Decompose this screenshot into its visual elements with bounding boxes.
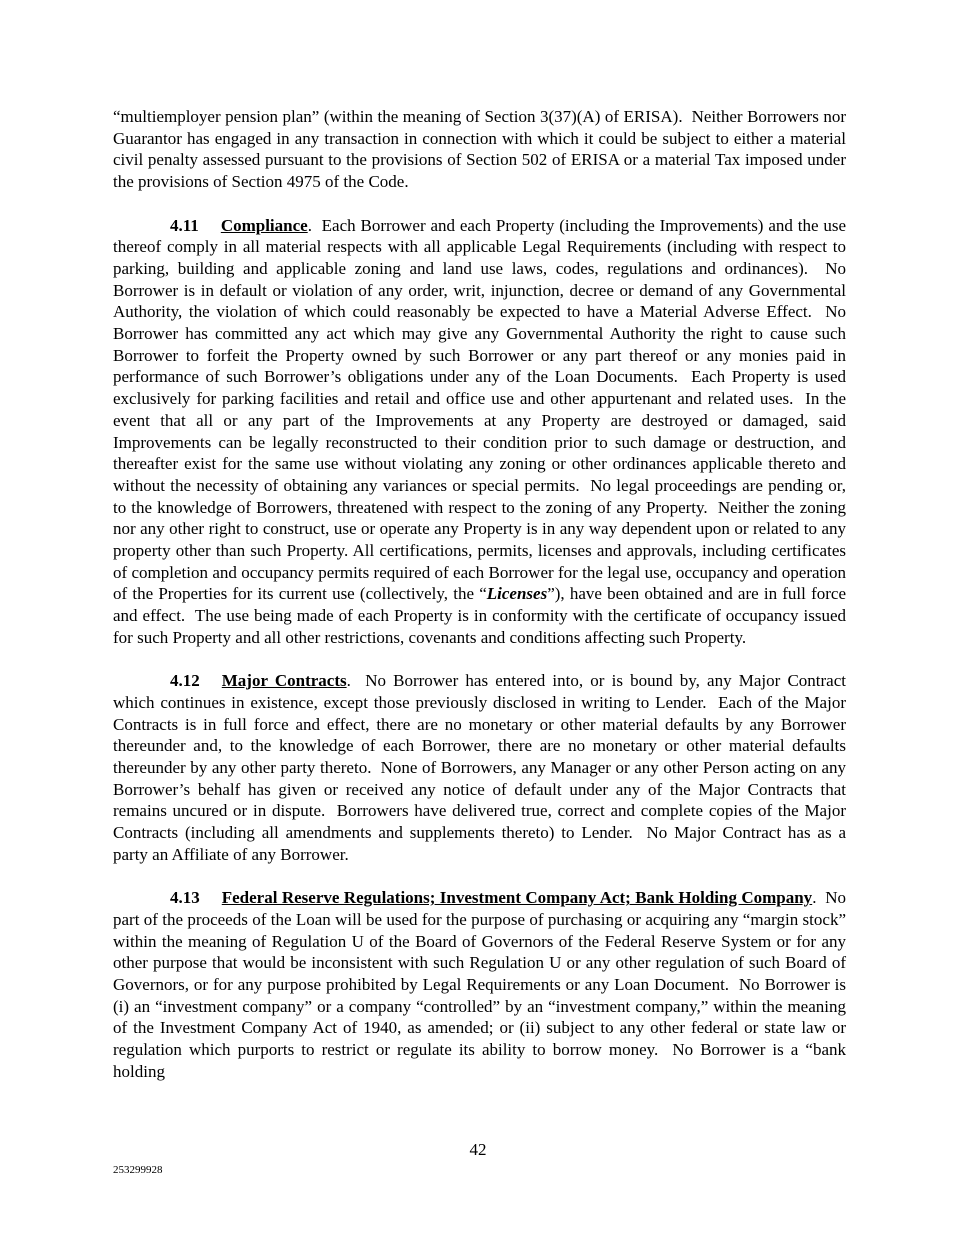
body-text: . No part of the proceeds of the Loan will be used for the purpose of purchasing or acquiring any “margin stock” within the meaning of Regulation U of the Board of Governors of the Federal Reserve System or for any other purpose that would be inconsistent with such Regulation U or any other regulation of such Board of Governors, or for any purpose prohibited by Legal Requirements or any Loan Document. No Borrower is (i) an “investment company” or a company “controlled” by an “investment company,” within the meaning of the Investment Company Act of 1940, as amended; or (ii) subject to any other federal or state law or regulation which purports to restrict or regulate its ability to borrow money. No Borrower is a “bank holding — [113, 888, 846, 1081]
section-number: 4.13 — [170, 888, 200, 908]
body-text: . Each Borrower and each Property (including the Improvements) and the use thereof comply in all material respects with all applicable Legal Requirements (including with respect to parking, building and applicable zoning and land use laws, codes, regulations and ordinances). No Borrower is in default or violation of any order, writ, injunction, decree or demand of any Governmental Authority, the violation of which could reasonably be expected to have a Material Adverse Effect. No Borrower has committed any act which may give any Governmental Authority the right to cause such Borrower to forfeit the Property owned by such Borrower or any part thereof or any monies paid in performance of such Borrower’s obligations under any of the Loan Documents. Each Property is used exclusively for parking facilities and retail and office use and other appurtenant and related uses. In the event that all or any part of the Improvements at any Property are destroyed or damaged, said Improvements can be legally reconstructed to their condition prior to such damage or destruction, and thereafter exist for the same use without violating any zoning or other ordinances applicable thereto and without the necessity of obtaining any variances or special permits. No legal proceedings are pending or, to the knowledge of Borrowers, threatened with respect to the zoning of any Property. Neither the zoning nor any other right to construct, use or operate any Property is in any way dependent upon or related to any property other than such Property. All certifications, permits, licenses and approvals, including certificates of completion and occupancy permits required of each Borrower for the legal use, occupancy and operation of the Properties for its current use (collectively, the “ — [113, 215, 846, 604]
section-title: Compliance — [220, 215, 308, 235]
body-text: “multiemployer pension plan” (within the meaning of Section 3(37)(A) of ERISA). Neither Borrowers nor Guarantor has engaged in any transaction in connection with which it could be subject to either a material civil penalty assessed pursuant to the provisions of Section 502 of ERISA or a material Tax imposed under the provisions of Section 4975 of the Code. — [113, 107, 846, 192]
defined-term-licenses: Licenses — [486, 584, 548, 604]
section-title: Federal Reserve Regulations; Investment Company Act; Bank Holding Company — [221, 888, 813, 908]
body-text: ”), have been obtained and are in full force and effect. The use being made of each Property is in conformity with the certificate of occupancy issued for such Property and all other restrictions, covenants and conditions affecting such Property. — [113, 584, 846, 647]
section-number: 4.12 — [170, 671, 200, 691]
document-id-number: 253299928 — [113, 1164, 163, 1176]
paragraph-section-4-13 — [113, 887, 846, 1082]
page-number: 42 — [469, 1140, 487, 1159]
paragraph-continuation — [113, 106, 846, 193]
body-text: . No Borrower has entered into, or is bound by, any Major Contract which continues in existence, except those previously disclosed in writing to Lender. Each of the Major Contracts is in full force and effect, there are no monetary or other material defaults by any Borrower thereunder and, to the knowledge of each Borrower, there are no monetary or other material defaults thereunder by any other party thereto. None of Borrowers, any Manager or any other Person acting on any Borrower’s behalf has given or received any notice of default under any of the Major Contracts that remains uncured or in dispute. Borrowers have delivered true, correct and complete copies of the Major Contracts (including all amendments and supplements thereto) to Lender. No Major Contract has as a party an Affiliate of any Borrower. — [113, 671, 846, 864]
section-title: Major Contracts — [221, 671, 347, 691]
paragraph-section-4-12 — [113, 670, 846, 865]
document-body — [113, 106, 846, 1104]
section-number: 4.11 — [170, 215, 199, 235]
paragraph-section-4-11 — [113, 215, 846, 649]
